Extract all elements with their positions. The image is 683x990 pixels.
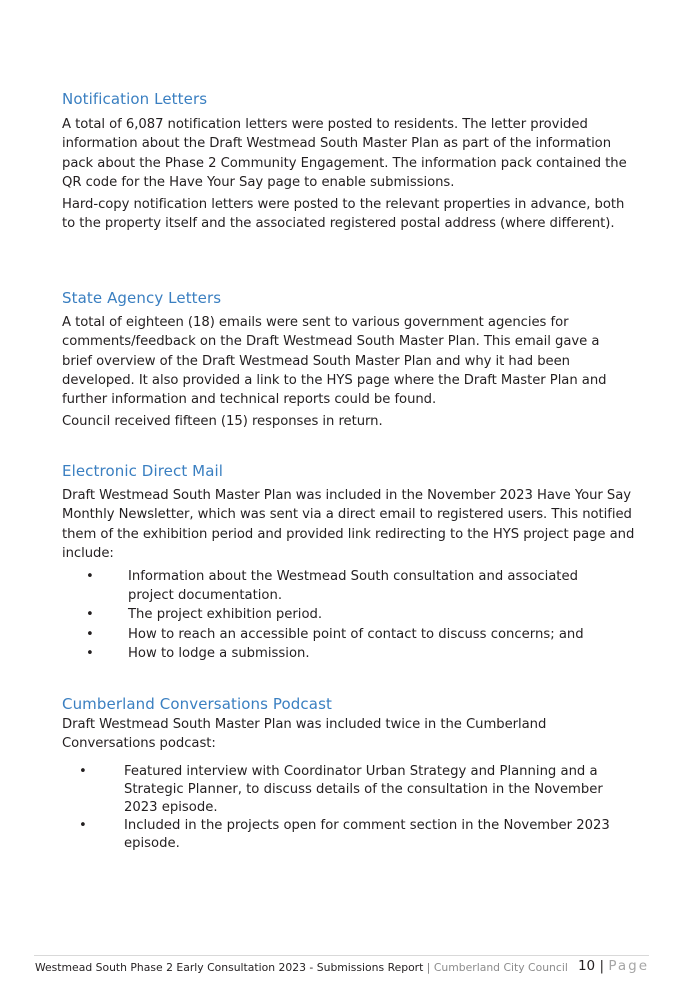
list-item: • The project exhibition period. (62, 605, 607, 624)
footer-page-indicator (578, 958, 649, 974)
footer-report-info (35, 961, 568, 974)
bullet-icon: • (79, 764, 87, 779)
agency-paragraph-2: Council received fifteen (15) responses in return. (62, 414, 383, 429)
edm-bullet-list (62, 567, 607, 663)
heading-cumberland-conversations-podcast: Cumberland Conversations Podcast (62, 695, 332, 713)
list-item: • Featured interview with Coordinator Urban Strategy and Planning and a Strategic Planner, to discuss details of the consultation in the November 2023 episode. (79, 764, 603, 815)
edm-paragraph-1: Draft Westmead South Master Plan was included in the November 2023 Have Your Say Monthly Newsletter, which was sent via a direct email to registered users. This notified them of the exhibition period and provided link redirecting to the HYS project page and include: (62, 488, 635, 561)
bullet-icon: • (86, 626, 94, 642)
agency-paragraph-1: A total of eighteen (18) emails were sent to various government agencies for comments/feedback on the Draft Westmead South Master Plan. This email gave a brief overview of the Draft Westmead South Master Plan and why it had been developed. It also provided a link to the HYS page where the Draft Master Plan and further information and technical reports could be found. (62, 315, 607, 408)
page-number: 10 (577, 958, 596, 974)
page-footer (34, 955, 649, 980)
list-item: • How to reach an accessible point of contact to discuss concerns; and (62, 625, 607, 644)
footer-separator: | (426, 961, 431, 974)
list-item: • Information about the Westmead South consultation and associated project documentation. (86, 569, 578, 604)
podcast-paragraph-1: Draft Westmead South Master Plan was included twice in the Cumberland Conversations podcast: (62, 717, 547, 751)
heading-state-agency-letters: State Agency Letters (62, 289, 222, 307)
page-word: Page (608, 958, 649, 974)
footer-report-title: Westmead South Phase 2 Early Consultation 2023 - Submissions Report (35, 961, 424, 974)
bullet-icon: • (86, 607, 94, 623)
bullet-icon: • (86, 645, 94, 661)
bullet-icon: • (86, 569, 94, 584)
podcast-bullet-list (62, 763, 622, 853)
list-item: • How to lodge a submission. (62, 644, 607, 663)
heading-notification-letters: Notification Letters (62, 90, 208, 108)
notification-paragraph-2: Hard-copy notification letters were posted to the relevant properties in advance, both to the property itself and the associated registered postal address (where different). (62, 197, 625, 232)
bullet-icon: • (79, 818, 87, 833)
footer-organisation: Cumberland City Council (433, 961, 568, 974)
list-item: • Included in the projects open for comment section in the November 2023 episode. (79, 818, 610, 851)
notification-paragraph-1: A total of 6,087 notification letters were posted to residents. The letter provided information about the Draft Westmead South Master Plan as part of the information pack about the Phase 2 Community Engagement. The information pack contained the QR code for the Have Your Say page to enable submissions. (62, 117, 627, 190)
heading-electronic-direct-mail: Electronic Direct Mail (62, 462, 224, 480)
page-separator: | (599, 958, 605, 974)
